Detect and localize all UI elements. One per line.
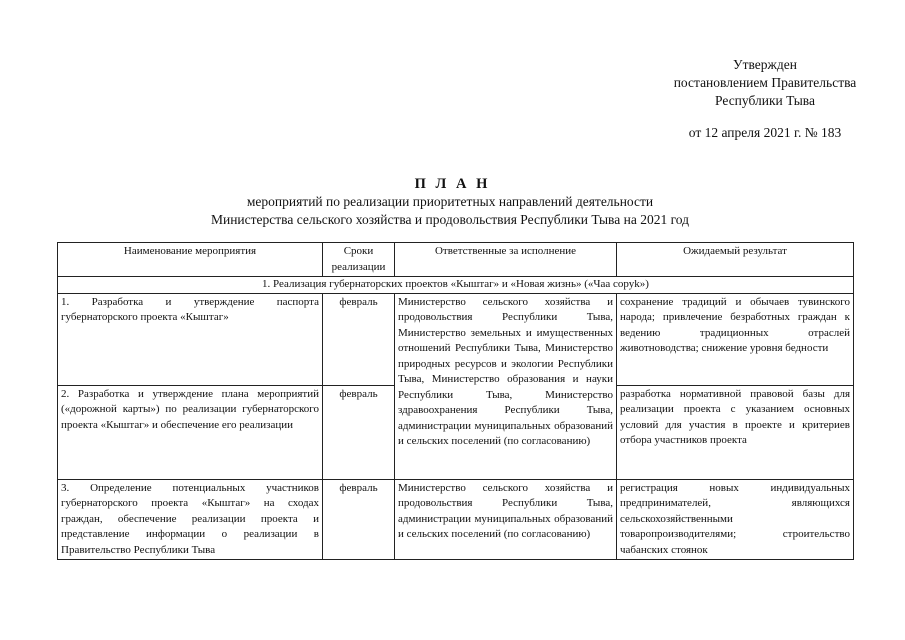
table-row [58,479,854,560]
row-3-name: 3. Определение потенциальных участников губернаторского проекта «Кыштаг» на сходах граждан, обеспечение реализации проекта и представление информации о реализации в Правительство Республики Тыва [58,479,323,560]
row-1-result: сохранение традиций и обычаев тувинского народа; привлечение безработных граждан к ведению традиционных отраслей животноводства; снижение уровня бедности [617,293,854,385]
subtitle-line-1: мероприятий по реализации приоритетных направлений деятельности [246,194,654,209]
header-result: Ожидаемый результат [617,243,854,277]
plan-table [57,242,854,560]
approval-block [640,56,890,142]
table-header-row [58,243,854,277]
row-2-result: разработка нормативной правовой базы для реализации проекта с указанием основных условий для участия в проекте и критериев отбора участников проекта [617,385,854,479]
approval-line-2: постановлением Правительства [673,75,857,90]
row-1-term: февраль [323,293,395,385]
row-1-2-responsible: Министерство сельского хозяйства и продовольствия Республики Тыва, Министерство земельных и имущественных отношений Республики Тыва, Министерство природных ресурсов и экологии Республики Тыва, Министерство образования и науки Республики Тыва, Министерство здравоохранения Республики Тыва, администрации муниципальных образований и сельских поселений (по согласованию) [395,293,617,479]
header-term: Сроки реализации [323,243,395,277]
table-row [58,293,854,385]
header-name: Наименование мероприятия [58,243,323,277]
subtitle-line-2: Министерства сельского хозяйства и продовольствия Республики Тыва на 2021 год [210,212,690,227]
document-title: П Л А Н [414,176,491,192]
approval-date: от 12 апреля 2021 г. № 183 [688,125,842,140]
row-1-name: 1. Разработка и утверждение паспорта губернаторского проекта «Кыштаг» [58,293,323,385]
approval-line-1: Утвержден [733,57,797,72]
header-responsible: Ответственные за исполнение [395,243,617,277]
section-row [58,277,854,294]
row-2-term: февраль [323,385,395,479]
document-subtitle [150,193,750,229]
row-2-name: 2. Разработка и утверждение плана мероприятий («дорожной карты») по реализации губернаторского проекта «Кыштаг» и обеспечение его реализации [58,385,323,479]
row-3-term: февраль [323,479,395,560]
approval-line-3: Республики Тыва [715,93,815,108]
section-title: 1. Реализация губернаторских проектов «Кыштаг» и «Новая жизнь» («Чаа соруk») [58,277,854,294]
row-3-result: регистрация новых индивидуальных предпринимателей, являющихся сельскохозяйственными товаропроизводителями; строительство чабанских стоянок [617,479,854,560]
row-3-responsible: Министерство сельского хозяйства и продовольствия Республики Тыва, администрации муниципальных образований и сельских поселений (по согласованию) [395,479,617,560]
